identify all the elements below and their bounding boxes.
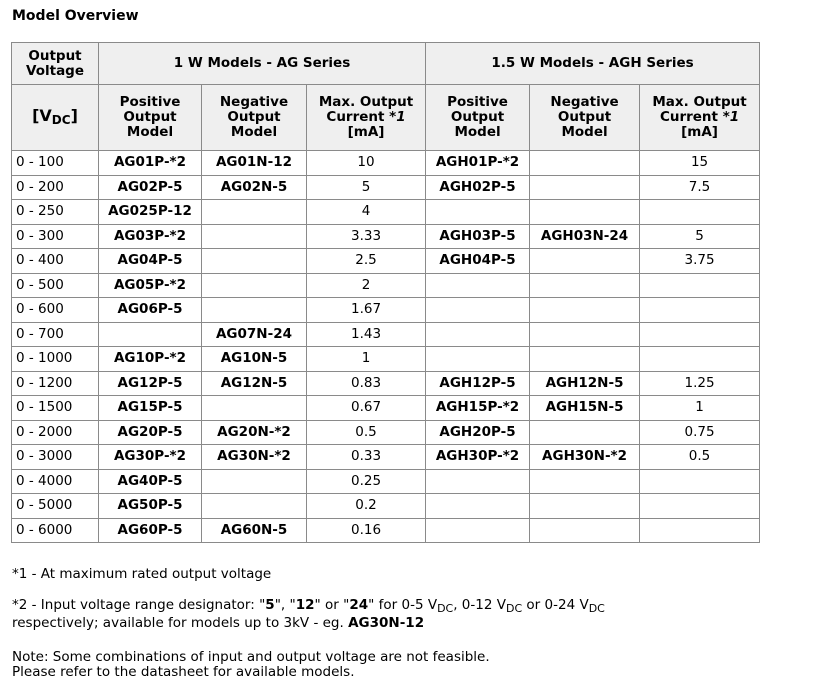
table-row [12, 322, 760, 347]
feasibility-note: Note: Some combinations of input and output voltage are not feasible. Please refer to the datasheet for available models. [12, 649, 490, 680]
ag-current-cell: 0.25 [307, 469, 426, 494]
table-row [12, 445, 760, 470]
agh-positive-model-cell: AGH20P-5 [426, 420, 530, 445]
ag-negative-model-cell [202, 200, 307, 225]
table-row [12, 347, 760, 372]
table-row [12, 494, 760, 519]
agh-negative-model-cell [530, 420, 640, 445]
agh-negative-model-cell [530, 322, 640, 347]
voltage-cell: 0 - 1500 [12, 396, 99, 421]
agh-negative-model-cell [530, 518, 640, 543]
ag-current-cell: 0.2 [307, 494, 426, 519]
agh-negative-model-cell: AGH03N-24 [530, 224, 640, 249]
voltage-cell: 0 - 6000 [12, 518, 99, 543]
ag-current-cell: 3.33 [307, 224, 426, 249]
ag-current-cell: 5 [307, 175, 426, 200]
ag-negative-model-cell: AG01N-12 [202, 151, 307, 176]
agh-positive-model-cell: AGH04P-5 [426, 249, 530, 274]
voltage-cell: 0 - 200 [12, 175, 99, 200]
table-row [12, 224, 760, 249]
voltage-cell: 0 - 4000 [12, 469, 99, 494]
ag-negative-model-cell: AG30N-*2 [202, 445, 307, 470]
ag-positive-model-cell: AG01P-*2 [99, 151, 202, 176]
agh-positive-model-cell [426, 322, 530, 347]
example-model: AG30N-12 [348, 615, 425, 631]
voltage-cell: 0 - 1200 [12, 371, 99, 396]
agh-positive-model-cell: AGH15P-*2 [426, 396, 530, 421]
ag-positive-model-cell: AG40P-5 [99, 469, 202, 494]
table-row [12, 518, 760, 543]
ag-negative-model-cell: AG60N-5 [202, 518, 307, 543]
ag-current-cell: 2.5 [307, 249, 426, 274]
ag-positive-model-cell: AG02P-5 [99, 175, 202, 200]
ag-current-header: Max. Output Current *1 [mA] [307, 85, 426, 151]
ag-positive-model-cell: AG03P-*2 [99, 224, 202, 249]
agh-positive-model-cell [426, 518, 530, 543]
ag-series-header: 1 W Models - AG Series [99, 43, 426, 85]
agh-negative-header: Negative Output Model [530, 85, 640, 151]
ag-positive-model-cell: AG15P-5 [99, 396, 202, 421]
voltage-cell: 0 - 100 [12, 151, 99, 176]
footnote-1: *1 - At maximum rated output voltage [12, 566, 272, 582]
ag-negative-model-cell: AG07N-24 [202, 322, 307, 347]
agh-current-cell: 15 [640, 151, 760, 176]
agh-current-cell [640, 298, 760, 323]
ag-positive-model-cell: AG10P-*2 [99, 347, 202, 372]
agh-positive-model-cell [426, 494, 530, 519]
ag-negative-model-cell: AG02N-5 [202, 175, 307, 200]
agh-negative-model-cell [530, 249, 640, 274]
ag-current-cell: 0.33 [307, 445, 426, 470]
agh-current-cell: 7.5 [640, 175, 760, 200]
voltage-cell: 0 - 5000 [12, 494, 99, 519]
agh-positive-model-cell [426, 298, 530, 323]
agh-positive-model-cell: AGH01P-*2 [426, 151, 530, 176]
ag-positive-model-cell: AG30P-*2 [99, 445, 202, 470]
agh-positive-model-cell: AGH03P-5 [426, 224, 530, 249]
agh-negative-model-cell [530, 175, 640, 200]
voltage-cell: 0 - 400 [12, 249, 99, 274]
agh-negative-model-cell [530, 200, 640, 225]
ag-negative-model-cell [202, 298, 307, 323]
ag-current-cell: 0.16 [307, 518, 426, 543]
agh-positive-model-cell [426, 273, 530, 298]
agh-positive-model-cell: AGH30P-*2 [426, 445, 530, 470]
table-row [12, 273, 760, 298]
agh-negative-model-cell [530, 273, 640, 298]
agh-negative-model-cell [530, 469, 640, 494]
voltage-cell: 0 - 300 [12, 224, 99, 249]
ag-positive-header: Positive Output Model [99, 85, 202, 151]
agh-negative-model-cell [530, 347, 640, 372]
voltage-unit-header: $[V_{DC}]$ [12, 85, 99, 151]
agh-negative-model-cell [530, 151, 640, 176]
ag-negative-model-cell [202, 249, 307, 274]
table-row [12, 249, 760, 274]
ag-negative-model-cell [202, 224, 307, 249]
table-body [12, 151, 760, 543]
ag-current-cell: 10 [307, 151, 426, 176]
ag-negative-model-cell [202, 494, 307, 519]
ag-negative-model-cell: AG10N-5 [202, 347, 307, 372]
ag-current-cell: 0.83 [307, 371, 426, 396]
agh-current-cell [640, 469, 760, 494]
ag-current-cell: 0.67 [307, 396, 426, 421]
voltage-cell: 0 - 2000 [12, 420, 99, 445]
agh-negative-model-cell: AGH15N-5 [530, 396, 640, 421]
agh-negative-model-cell [530, 494, 640, 519]
agh-current-cell [640, 200, 760, 225]
agh-positive-model-cell [426, 469, 530, 494]
voltage-cell: 0 - 700 [12, 322, 99, 347]
agh-current-cell [640, 518, 760, 543]
table-row [12, 298, 760, 323]
agh-positive-model-cell [426, 200, 530, 225]
ag-negative-model-cell: AG20N-*2 [202, 420, 307, 445]
agh-current-cell: 0.75 [640, 420, 760, 445]
ag-current-cell: 0.5 [307, 420, 426, 445]
ag-positive-model-cell: AG12P-5 [99, 371, 202, 396]
agh-current-cell: 1.25 [640, 371, 760, 396]
agh-current-cell [640, 494, 760, 519]
agh-negative-model-cell: AGH30N-*2 [530, 445, 640, 470]
table-row [12, 371, 760, 396]
ag-negative-header: Negative Output Model [202, 85, 307, 151]
footnote-2: *2 - Input voltage range designator: "5", "12" or "24" for 0-5 $V_{DC}$, 0-12 $V_{DC}$ or 0-24 $V_{DC}$ respectively; available for models up to 3kV - eg. AG30N-12 [12, 597, 605, 631]
agh-positive-model-cell [426, 347, 530, 372]
ag-positive-model-cell: AG04P-5 [99, 249, 202, 274]
agh-series-header: 1.5 W Models - AGH Series [426, 43, 760, 85]
agh-current-cell: 3.75 [640, 249, 760, 274]
agh-current-header: Max. Output Current *1 [mA] [640, 85, 760, 151]
ag-positive-model-cell: AG05P-*2 [99, 273, 202, 298]
voltage-cell: 0 - 1000 [12, 347, 99, 372]
ag-negative-model-cell [202, 273, 307, 298]
ag-negative-model-cell [202, 396, 307, 421]
voltage-cell: 0 - 250 [12, 200, 99, 225]
model-overview-table [11, 42, 760, 543]
agh-current-cell [640, 273, 760, 298]
agh-current-cell: 0.5 [640, 445, 760, 470]
ag-negative-model-cell: AG12N-5 [202, 371, 307, 396]
voltage-cell: 0 - 3000 [12, 445, 99, 470]
ag-positive-model-cell: AG20P-5 [99, 420, 202, 445]
agh-positive-model-cell: AGH12P-5 [426, 371, 530, 396]
agh-current-cell: 1 [640, 396, 760, 421]
ag-current-cell: 1.43 [307, 322, 426, 347]
page-title: Model Overview [12, 8, 139, 24]
table-row [12, 200, 760, 225]
agh-current-cell [640, 322, 760, 347]
output-voltage-header: Output Voltage [12, 43, 99, 85]
table-row [12, 469, 760, 494]
voltage-cell: 0 - 500 [12, 273, 99, 298]
table-row [12, 420, 760, 445]
table-row [12, 151, 760, 176]
ag-positive-model-cell: AG06P-5 [99, 298, 202, 323]
ag-negative-model-cell [202, 469, 307, 494]
ag-current-cell: 4 [307, 200, 426, 225]
agh-current-cell: 5 [640, 224, 760, 249]
ag-positive-model-cell: AG60P-5 [99, 518, 202, 543]
ag-current-cell: 1 [307, 347, 426, 372]
ag-positive-model-cell: AG025P-12 [99, 200, 202, 225]
ag-positive-model-cell [99, 322, 202, 347]
table-row [12, 396, 760, 421]
ag-current-cell: 1.67 [307, 298, 426, 323]
agh-current-cell [640, 347, 760, 372]
ag-positive-model-cell: AG50P-5 [99, 494, 202, 519]
agh-positive-model-cell: AGH02P-5 [426, 175, 530, 200]
agh-negative-model-cell [530, 298, 640, 323]
ag-current-cell: 2 [307, 273, 426, 298]
voltage-cell: 0 - 600 [12, 298, 99, 323]
agh-negative-model-cell: AGH12N-5 [530, 371, 640, 396]
table-row [12, 175, 760, 200]
agh-positive-header: Positive Output Model [426, 85, 530, 151]
